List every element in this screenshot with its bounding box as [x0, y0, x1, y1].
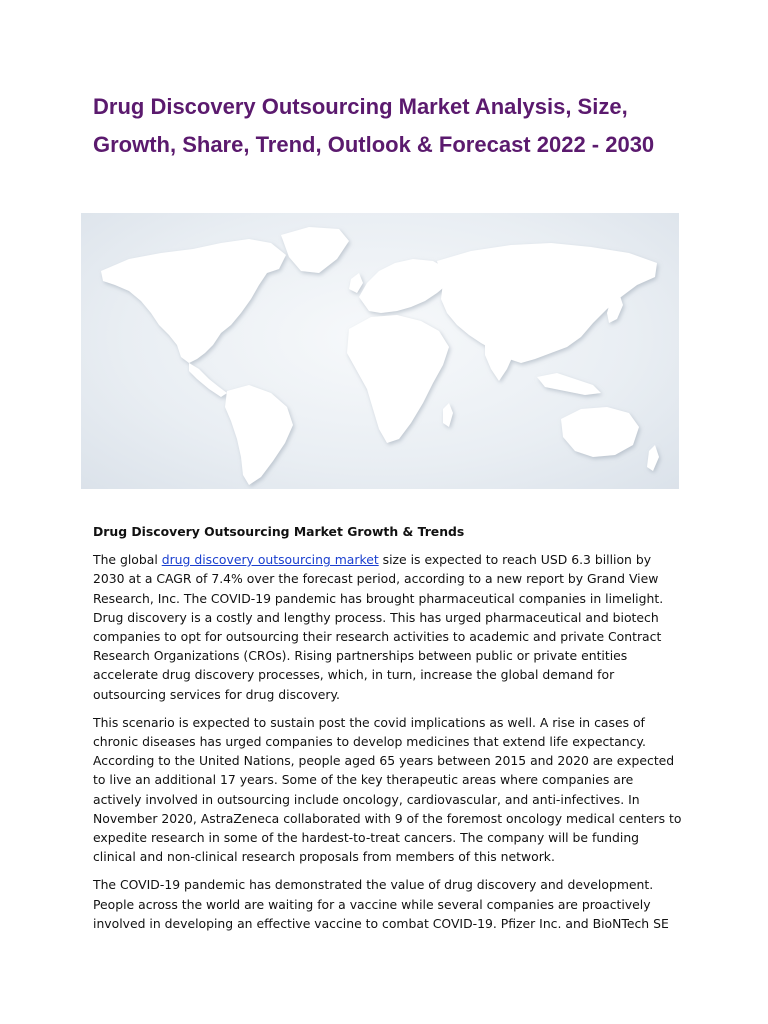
- continent-south-america: [225, 385, 293, 485]
- continent-australia: [561, 407, 639, 457]
- continent-asia: [437, 243, 657, 363]
- island-madagascar: [443, 403, 453, 427]
- island-new-zealand: [647, 445, 659, 471]
- paragraph-1: The global drug discovery outsourcing market size is expected to reach USD 6.3 billion by 2030 at a CAGR of 7.4% over the forecast period, according to a new report by Grand View Research, Inc. The COVID-19 pandemic has brought pharmaceutical companies in limelight. Drug discovery is a costly and lengthy process. This has urged pharmaceutical and biotech companies to opt for outsourcing their research activities to academic and private Contract Research Organizations (CROs). Rising partnerships between public or private entities accelerate drug discovery processes, which, in turn, increase the global demand for outsourcing services for drug discovery.: [93, 552, 664, 702]
- continent-europe: [359, 259, 449, 313]
- market-report-link[interactable]: drug discovery outsourcing market: [161, 552, 379, 568]
- world-map-image: [81, 213, 679, 489]
- continent-north-america: [101, 239, 286, 363]
- paragraph-3: The COVID-19 pandemic has demonstrated the value of drug discovery and development. People across the world are waiting for a vaccine while several companies are proactively involved in developing an effective vaccine to combat COVID-19. Pfizer Inc. and BioNTech SE: [93, 877, 669, 931]
- world-map-graphic: [81, 213, 679, 489]
- continent-greenland: [281, 227, 349, 273]
- paragraph-2: This scenario is expected to sustain post the covid implications as well. A rise in cases of chronic diseases has urged companies to develop medicines that extend life expectancy. According to the United Nations, people aged 65 years between 2015 and 2020 are expected to live an additional 17 years. Some of the key therapeutic areas where companies are actively involved in outsourcing include oncology, cardiovascular, and anti-infectives. In November 2020, AstraZeneca collaborated with 9 of the foremost oncology medical centers to expedite research in some of the hardest-to-treat cancers. The company will be funding clinical and non-clinical research proposals from members of this network.: [93, 714, 682, 865]
- article-body: [93, 522, 683, 942]
- section-heading: Drug Discovery Outsourcing Market Growth & Trends: [93, 524, 465, 539]
- page-title: Drug Discovery Outsourcing Market Analysis, Size, Growth, Share, Trend, Outlook & Forecast 2022 - 2030: [93, 94, 655, 157]
- continent-central-america: [189, 363, 227, 397]
- islands-southeast-asia: [537, 373, 601, 395]
- island-uk: [349, 273, 363, 293]
- continent-africa: [347, 315, 449, 443]
